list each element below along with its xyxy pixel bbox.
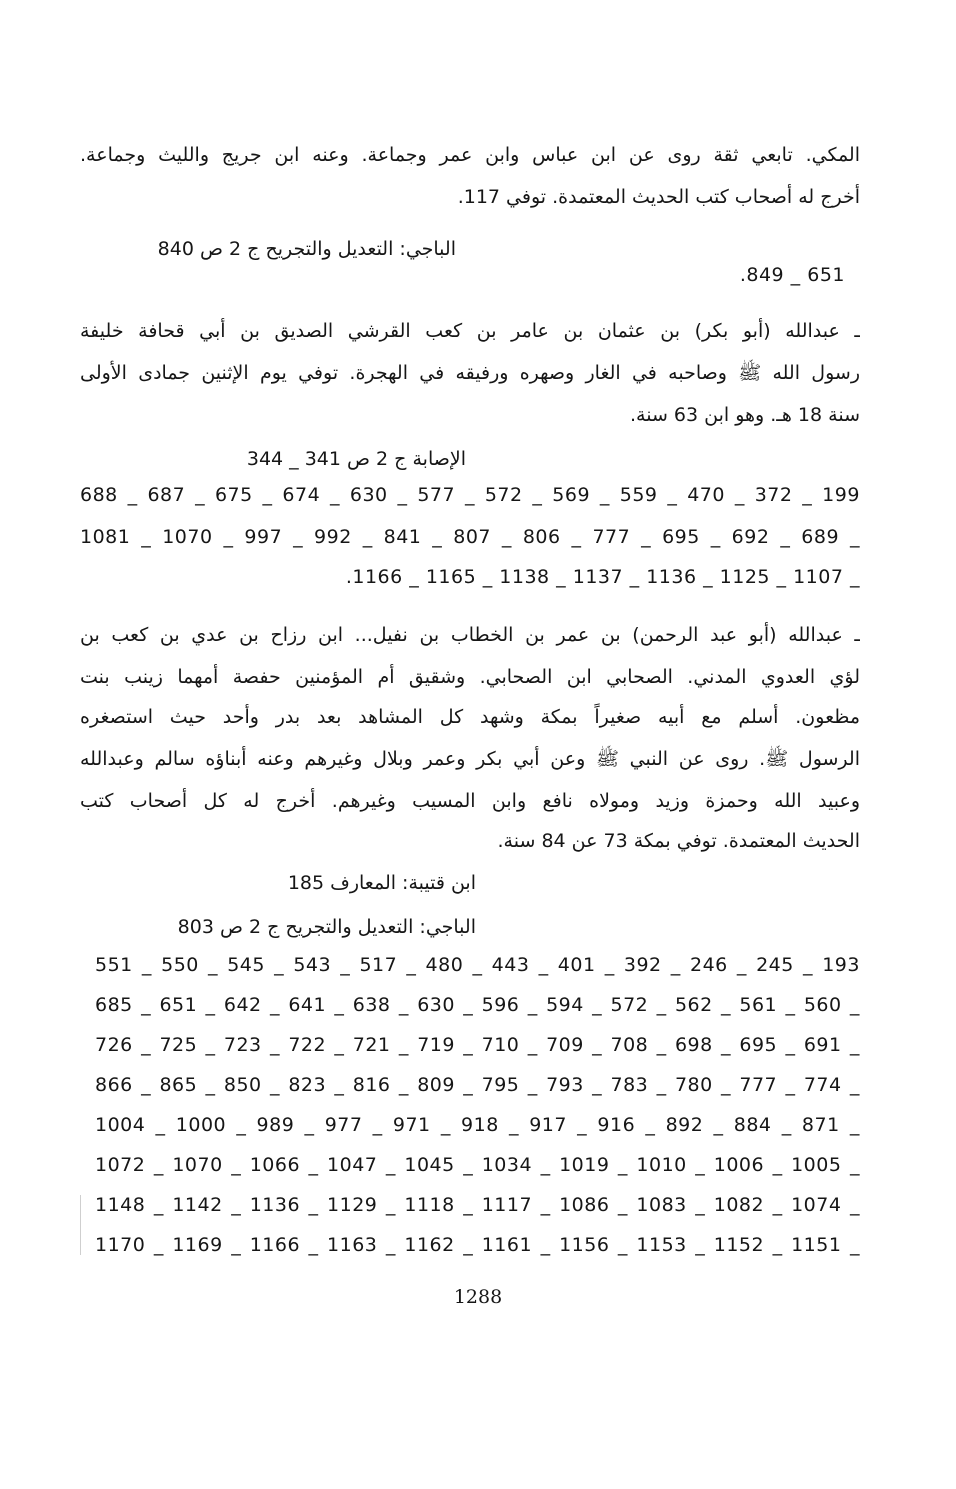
scan-edge-mark: [80, 1195, 81, 1255]
text-line: الحديث المعتمدة. توفي بمكة 73 عن 84 سنة.: [497, 830, 860, 852]
reference-citation: ابن قتيبة: المعارف 185: [287, 872, 476, 894]
number-list-line: _ 774 _ 777 _ 780 _ 783 _ 793 _ 795 _ 809 _ 816 _ 823 _ 850 _ 865 _ 866: [95, 1074, 860, 1096]
number-list-line: _ 1107 _ 1125 _ 1136 _ 1137 _ 1138 _ 1165 _ 1166.: [345, 566, 860, 588]
number-list-line: _ 1151 _ 1152 _ 1153 _ 1156 _ 1161 _ 1162 _ 1163 _ 1166 _ 1169 _ 1170: [95, 1234, 860, 1256]
text-line: ـ عبدالله (أبو بكر) بن عثمان بن عامر بن كعب القرشي الصديق بن أبي قحافة خليفة: [80, 320, 860, 342]
reference-citation: الباجي: التعديل والتجريح ج 2 ص 840: [157, 238, 456, 260]
text-line: ـ عبدالله (أبو عبد الرحمن) بن عمر بن الخطاب بن نفيل... ابن رزاح بن عدي بن كعب بن: [80, 624, 860, 646]
text-line: مظعون. أسلم مع أبيه صغيراً بمكة وشهد كل المشاهد بعد بدر وأحد حيث استصغره: [80, 706, 860, 728]
number-list-line: 651 _ 849.: [739, 264, 845, 286]
text-line: أخرج له أصحاب كتب الحديث المعتمدة. توفي 117.: [457, 186, 860, 208]
number-list-line: _ 1005 _ 1006 _ 1010 _ 1019 _ 1034 _ 1045 _ 1047 _ 1066 _ 1070 _ 1072: [95, 1154, 860, 1176]
text-line: رسول الله ﷺ وصاحبه في الغار وصهره ورفيقه في الهجرة. توفي يوم الإثنين جمادى الأولى: [80, 362, 860, 384]
number-list-line: 193 _ 245 _ 246 _ 392 _ 401 _ 443 _ 480 _ 517 _ 543 _ 545 _ 550 _ 551: [95, 954, 860, 976]
reference-citation: الباجي: التعديل والتجريح ج 2 ص 803: [177, 916, 476, 938]
number-list-line: _ 560 _ 561 _ 562 _ 572 _ 594 _ 596 _ 630 _ 638 _ 641 _ 642 _ 651 _ 685: [95, 994, 860, 1016]
text-line: وعبيد الله وحمزة وزيد ومولاه نافع وابن المسيب وغيرهم. أخرج له كل أصحاب كتب: [80, 790, 860, 812]
page-number: 1288: [453, 1286, 503, 1308]
number-list-line: _ 691 _ 695 _ 698 _ 708 _ 709 _ 710 _ 719 _ 721 _ 722 _ 723 _ 725 _ 726: [95, 1034, 860, 1056]
reference-citation: الإصابة ج 2 ص 341 _ 344: [246, 448, 466, 470]
number-list-line: _ 871 _ 884 _ 892 _ 916 _ 917 _ 918 _ 971 _ 977 _ 989 _ 1000 _ 1004: [95, 1114, 860, 1136]
number-list-line: _ 689 _ 692 _ 695 _ 777 _ 806 _ 807 _ 841 _ 992 _ 997 _ 1070 _ 1081: [80, 526, 860, 548]
text-line: سنة 18 هـ. وهو ابن 63 سنة.: [629, 404, 860, 426]
number-list-line: _ 1074 _ 1082 _ 1083 _ 1086 _ 1117 _ 1118 _ 1129 _ 1136 _ 1142 _ 1148: [95, 1194, 860, 1216]
number-list-line: 199 _ 372 _ 470 _ 559 _ 569 _ 572 _ 577 _ 630 _ 674 _ 675 _ 687 _ 688: [80, 484, 860, 506]
text-line: لؤي العدوي المدني. الصحابي ابن الصحابي. وشقيق أم المؤمنين حفصة أمهما زينب بنت: [80, 666, 860, 688]
text-line: الرسول ﷺ. روى عن النبي ﷺ وعن أبي بكر وعمر وبلال وغيرهم وعنه أبناؤه سالم وعبدالله: [80, 748, 860, 770]
text-line: المكي. تابعي ثقة روى عن ابن عباس وابن عمر وجماعة. وعنه ابن جريج والليث وجماعة.: [80, 144, 860, 166]
